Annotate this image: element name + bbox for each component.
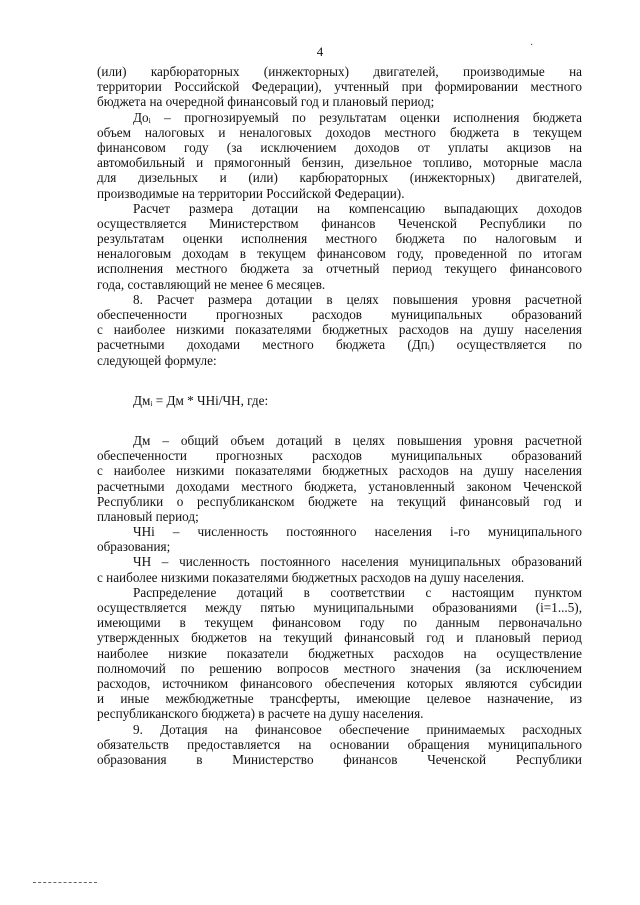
text-line: и иные межбюджетные трансферты, имеющие целевое назначение, из (97, 691, 582, 707)
text-line: ЧНi – численность постоянного населения i-го муниципального (133, 524, 582, 540)
text-line: ЧН – численность постоянного населения муниципальных образований (133, 554, 582, 570)
corner-mark: · (530, 40, 534, 51)
paragraph-gap (97, 408, 582, 433)
text-line: с наиболее низкими показателями бюджетных расходов на душу населения (97, 463, 582, 479)
text-line: Расчет размера дотации на компенсацию выпадающих доходов (133, 200, 582, 216)
text-line: осуществляется Министерством финансов Чеченской Республики по (97, 215, 582, 231)
text-line: исполнения местного бюджета за отчетный период текущего финансового (97, 261, 582, 277)
text-line: с наиболее низкими показателями бюджетных расходов на душу населения (97, 322, 582, 338)
text-line: (или) карбюраторных (инжекторных) двигателей, производимые на (97, 64, 582, 79)
text-line: неналоговым доходам в текущем финансовом году, проведенной по итогам (97, 246, 582, 262)
text-line: полномочий по решению вопросов местного значения (за исключением (97, 660, 582, 676)
text-line: для дизельных и (или) карбюраторных (инжекторных) двигателей, (97, 170, 582, 186)
text-line: бюджета на очередной финансовый год и плановый период; (97, 94, 435, 110)
text-line: Дм – общий объем дотаций в целях повышения уровня расчетной (133, 432, 582, 448)
text-line: производимые на территории Российской Федерации). (97, 185, 405, 201)
text-line: следующей формуле: (97, 352, 217, 368)
text-line: утвержденных бюджетов на текущий финансовый год и плановый период (97, 630, 582, 646)
text-line: Дмᵢ = Дм * ЧНi/ЧН, где: (133, 392, 269, 408)
text-line: обеспеченности прогнозных расходов муниципальных образований (97, 448, 582, 464)
text-line: 8. Расчет размера дотации в целях повышения уровня расчетной (133, 291, 582, 307)
text-line: обязательств предоставляется на основании обращения муниципального (97, 736, 582, 752)
text-line: расчетными доходами местного бюджета, установленный законом Чеченской (97, 478, 582, 494)
text-line: образования в Министерство финансов Чеченской Республики (97, 751, 582, 767)
text-line: года, составляющий не менее 6 месяцев. (97, 276, 326, 292)
text-line: Доᵢ – прогнозируемый по результатам оценки исполнения бюджета (133, 109, 582, 125)
text-line: территории Российской Федерации), учтенный при формировании местного (97, 79, 582, 95)
text-line: плановый период; (97, 508, 199, 524)
text-line: республиканского бюджета) в расчете на душу населения. (97, 706, 424, 722)
text-line: 9. Дотация на финансовое обеспечение принимаемых расходных (133, 721, 582, 737)
text-line: объем налоговых и неналоговых доходов местного бюджета в текущем (97, 124, 582, 140)
body-text (97, 64, 582, 767)
text-line: автомобильный и прямогонный бензин, дизельное топливо, моторные масла (97, 155, 582, 171)
page-number: 4 (316, 44, 324, 59)
text-line: образования; (97, 539, 171, 555)
text-line: расчетными доходами местного бюджета (Дпᵢ) осуществляется по (97, 337, 582, 353)
text-line: расходов, источником финансового обеспечения которых являются субсидии (97, 675, 582, 691)
text-line: Распределение дотаций в соответствии с настоящим пунктом (133, 584, 582, 600)
text-line: с наиболее низкими показателями бюджетных расходов на душу населения. (97, 569, 525, 585)
paragraph-gap (97, 368, 582, 393)
scan-footer-mark (33, 882, 97, 883)
text-line: наиболее низкие показатели бюджетных расходов на осуществление (97, 645, 582, 661)
text-line: осуществляется между пятью муниципальными образованиями (i=1...5), (97, 600, 582, 615)
text-line: имеющими в текущем финансовом году по данным первоначально (97, 615, 582, 631)
text-line: Республики о республиканском бюджете на текущий финансовый год и (97, 493, 582, 509)
text-line: финансовом году (за исключением доходов от уплаты акцизов на (97, 139, 582, 155)
text-line: результатам оценки исполнения местного бюджета по налоговым и (97, 231, 582, 247)
text-line: обеспеченности прогнозных расходов муниципальных образований (97, 307, 582, 322)
